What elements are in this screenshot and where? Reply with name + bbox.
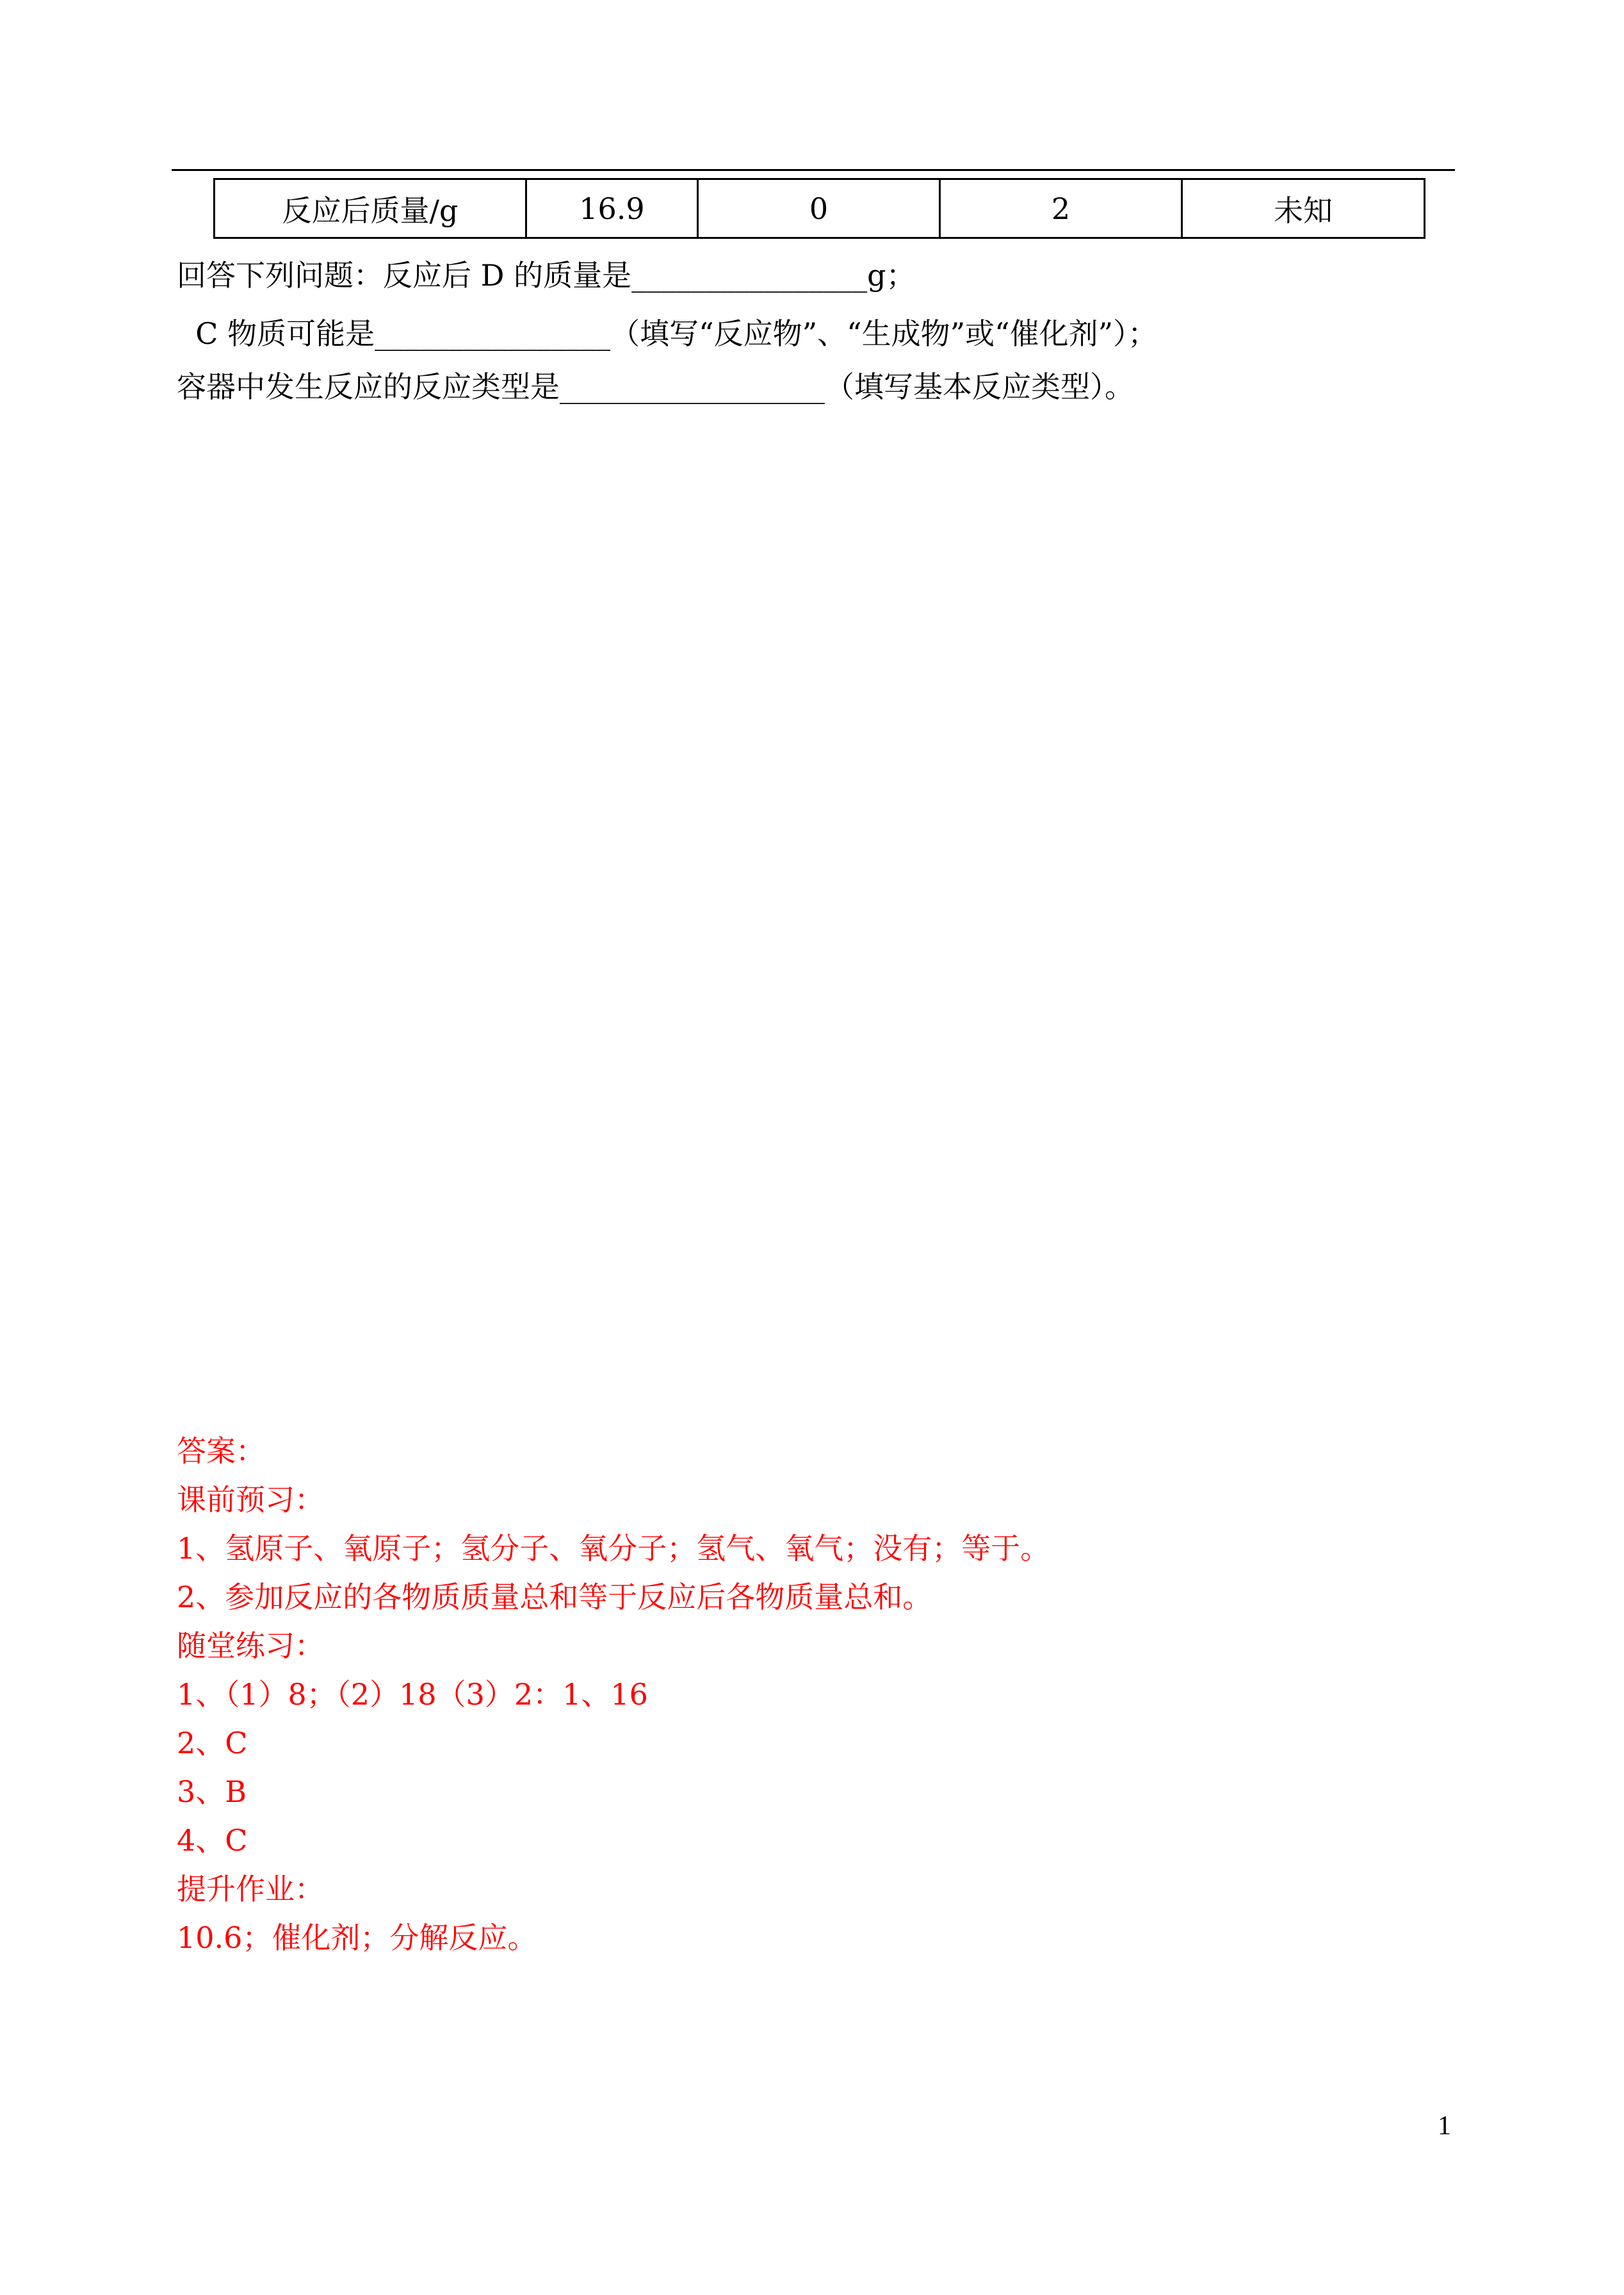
table-cell: 0 xyxy=(698,179,940,238)
answers-title: 答案： xyxy=(177,1434,265,1468)
question-line-3: 容器中发生反应的反应类型是__________________（填写基本反应类型）。 xyxy=(177,369,1134,404)
homework-heading: 提升作业： xyxy=(177,1872,324,1906)
practice-item: 4、C xyxy=(177,1823,248,1858)
practice-heading: 随堂练习： xyxy=(177,1628,324,1663)
row-label-cell: 反应后质量/g xyxy=(215,179,526,238)
homework-item: 10.6；催化剂；分解反应。 xyxy=(177,1920,537,1955)
question-line-1: 回答下列问题：反应后 D 的质量是________________g； xyxy=(177,258,916,293)
table-cell: 16.9 xyxy=(526,179,698,238)
page-number: 1 xyxy=(1438,2111,1451,2141)
question-line-2: C 物质可能是________________（填写“反应物”、“生成物”或“催化剂”）； xyxy=(177,316,1158,351)
practice-item: 2、C xyxy=(177,1726,248,1760)
preview-item: 1、氢原子、氧原子；氢分子、氧分子；氢气、氧气；没有；等于。 xyxy=(177,1531,1050,1566)
header-rule xyxy=(172,169,1455,171)
practice-item: 1、（1）8；（2）18（3）2：1、16 xyxy=(177,1677,648,1712)
practice-item: 3、B xyxy=(177,1774,247,1809)
table-row xyxy=(215,179,1425,238)
table-cell: 未知 xyxy=(1182,179,1425,238)
table-cell: 2 xyxy=(940,179,1182,238)
mass-table xyxy=(213,178,1425,239)
preview-item: 2、参加反应的各物质质量总和等于反应后各物质量总和。 xyxy=(177,1580,932,1614)
preview-heading: 课前预习： xyxy=(177,1482,324,1517)
